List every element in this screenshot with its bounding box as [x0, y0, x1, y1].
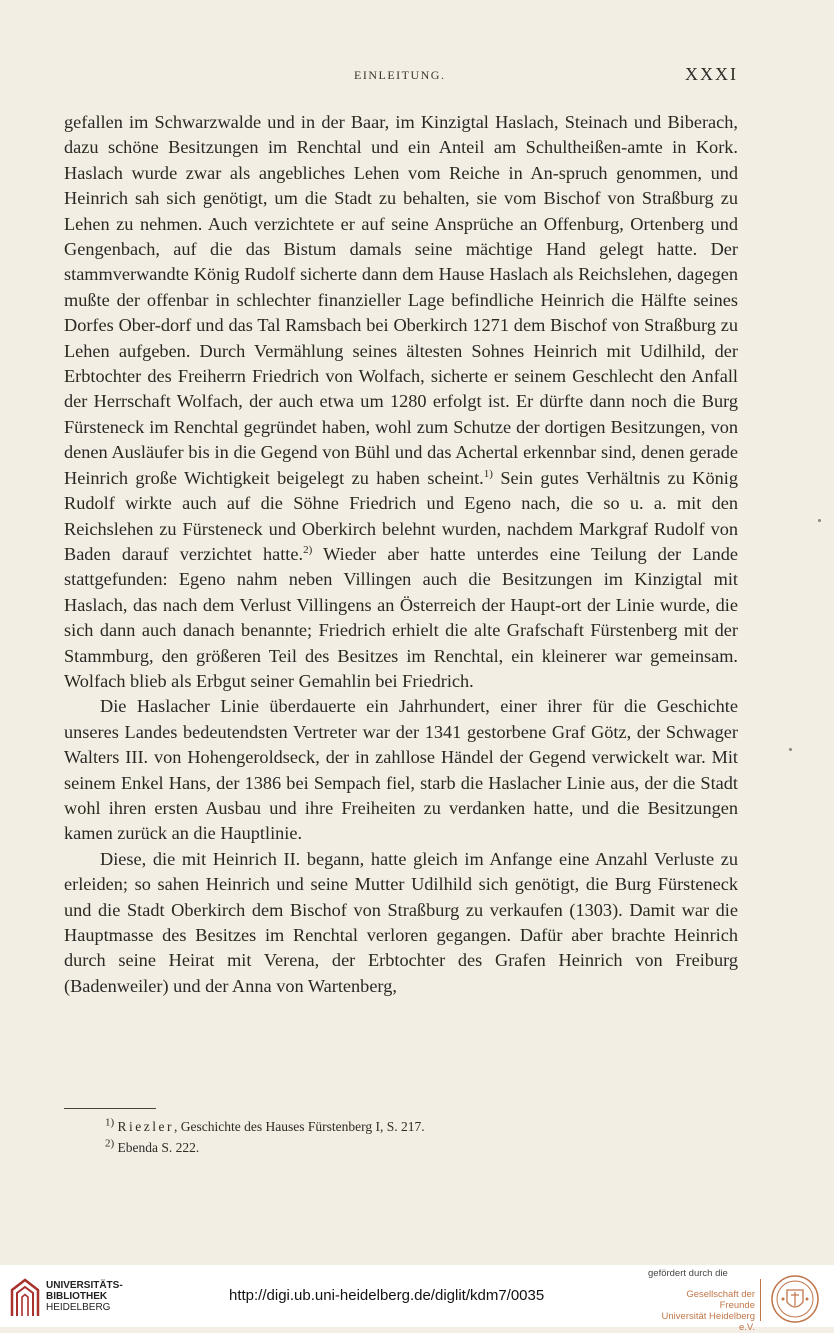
sponsor-name[interactable] [651, 1289, 755, 1333]
main-text [64, 110, 738, 999]
footnote-2-mark: 2) [105, 1137, 115, 1150]
library-name-line-3: HEIDELBERG [46, 1302, 111, 1313]
scan-speck [818, 519, 821, 522]
footnote-2 [105, 1137, 725, 1158]
running-title: EINLEITUNG. [354, 68, 446, 82]
permalink-url[interactable]: http://digi.ub.uni-heidelberg.de/diglit/kdm7/0035 [229, 1287, 545, 1304]
scan-speck [789, 748, 792, 751]
paragraph-1-text-b: Sein gutes Verhältnis zu König Rudolf wirkte auch auf die Söhne Friedrich und Egeno nach, die so u. a. mit den Reichslehen zu Fürsteneck und Oberkirch belehnt wurden, nachdem Markgraf Rudolf von Baden darauf verzichtet hatte. [64, 467, 738, 564]
digitization-footer [0, 1265, 834, 1333]
library-name-line-1: UNIVERSITÄTS- [46, 1280, 123, 1291]
footnote-1 [105, 1116, 725, 1137]
sponsor-divider [760, 1279, 761, 1321]
footnote-divider [64, 1108, 156, 1109]
footnote-1-mark: 1) [105, 1116, 115, 1129]
university-seal-icon [767, 1274, 823, 1324]
sponsor-intro: gefördert durch die [648, 1268, 728, 1279]
sponsor-name-line-1: Gesellschaft der Freunde [686, 1289, 755, 1311]
university-library-logo-icon[interactable] [10, 1276, 40, 1318]
page-number: XXXI [685, 64, 738, 84]
paragraph-2: Die Haslacher Linie überdauerte ein Jahrhundert, einer ihrer für die Geschichte unseres Landes bedeutendsten Vertreter war der 1341 gestorbene Graf Götz, der Schwager Walters III. von Hohengeroldseck, der in zahllose Händel der Gegend verwickelt war. Mit seinem Enkel Hans, der 1386 bei Sempach fiel, starb die Haslacher Linie aus, der die Stadt wohl ihren ersten Ausbau und ihre Freiheiten zu verdanken hatte, und die Besitzungen kamen zurück an die Hauptlinie. [64, 696, 738, 844]
footnote-ref-1: 1) [483, 467, 493, 480]
footnotes [105, 1116, 725, 1158]
paragraph-3: Diese, die mit Heinrich II. begann, hatte gleich im Anfange eine Anzahl Verluste zu erleiden; so sahen Heinrich und seine Mutter Udilhild sich genötigt, die Burg Fürsteneck und die Stadt Oberkirch dem Bischof von Straßburg zu verkaufen (1303). Damit war die Hauptmasse des Besitzes im Renchtal verloren gegangen. Dafür aber brachte Heinrich durch seine Heirat mit Verena, der Erbtochter des Grafen Heinrich von Freiburg (Badenweiler) und der Anna von Wartenberg, [64, 848, 738, 996]
paragraph-1-text-c: Wieder aber hatte unterdes eine Teilung der Lande stattgefunden: Egeno nahm neben Villingen auch die Besitzungen im Kinzigtal mit Haslach, das nach dem Verlust Villingens an Österreich der Haupt-ort der Linie wurde, die sich dann auch danach benannte; Friedrich erhielt die alte Grafschaft Fürstenberg mit der Stammburg, den größeren Teil des Besitzes im Renchtal, ein kleinerer war gemeinsam. Wolfach blieb als Erbgut seiner Gemahlin bei Friedrich. [64, 543, 738, 691]
footnote-2-text: Ebenda S. 222. [117, 1140, 200, 1155]
footnote-1-author: Riezler [117, 1119, 175, 1134]
running-head [64, 64, 738, 86]
library-name-line-2: BIBLIOTHEK [46, 1291, 108, 1302]
footnote-1-text: , Geschichte des Hauses Fürstenberg I, S. 217. [174, 1119, 425, 1134]
paragraph-1 [64, 110, 738, 694]
paragraph-1-text: gefallen im Schwarzwalde und in der Baar, im Kinzigtal Haslach, Steinach und Biberach, dazu schöne Besitzungen im Renchtal und ein Anteil am Schultheißen-amte in Kork. Haslach wurde zwar als angebliches Lehen vom Reiche in An-spruch genommen, und Heinrich sah sich genötigt, um die Stadt zu behalten, sie vom Bischof von Straßburg zu Lehen zu nehmen. Auch verzichtete er auf seine Ansprüche an Offenburg, Ortenberg und Gengenbach, auf die das Bistum damals seine mächtige Hand gelegt hatte. Der stammverwandte König Rudolf sicherte dann dem Hause Haslach als Reichslehen, dagegen mußte der offenbar in schlechter finanzieller Lage befindliche Heinrich die Hälfte seines Dorfes Ober-dorf und das Tal Ramsbach bei Oberkirch 1271 dem Bischof von Straßburg zu Lehen aufgeben. Durch Vermählung seines ältesten Sohnes Heinrich mit Udilhild, der Erbtochter des Freiherrn Friedrich von Wolfach, sicherte er seinem Geschlecht den Anfall der Herrschaft Wolfach, der auch etwa um 1280 erfolgt ist. Er dürfte dann noch die Burg Fürsteneck im Renchtal gegründet haben, wohl zum Schutze der dortigen Besitzungen, von denen Ausläufer bis in die Gegend von Bühl und das Achertal erkennbar sind, denen gerade Heinrich große Wichtigkeit beigelegt zu haben scheint. [64, 112, 738, 488]
sponsor-name-line-2: Universität Heidelberg e.V. [661, 1311, 755, 1333]
footnote-ref-2: 2) [303, 543, 313, 556]
library-name[interactable] [46, 1280, 123, 1313]
